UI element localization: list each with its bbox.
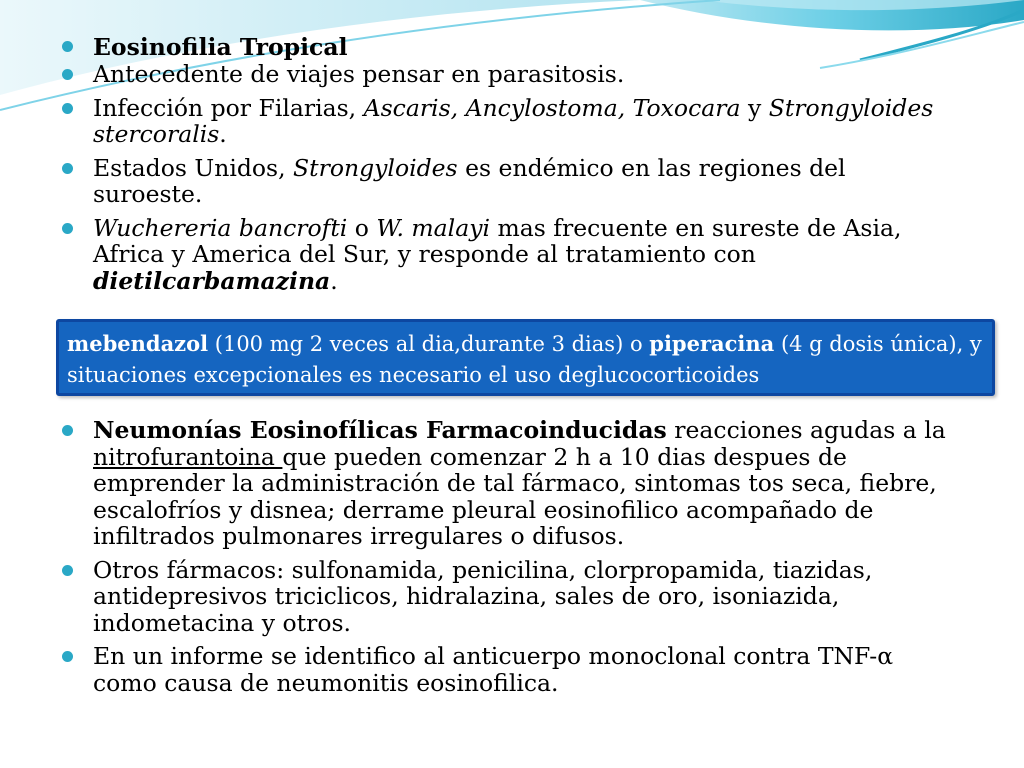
- text-run: Strongyloides stercoralis: [93, 93, 934, 148]
- text-run: Wuchereria bancrofti: [93, 213, 348, 242]
- text-run: Infección por Filarias,: [93, 93, 364, 122]
- bullet-dot-icon: [62, 223, 73, 234]
- text-run: En un informe se identifico al anticuerpo monoclonal contra TNF-α como causa de neumonitis eosinofilica.: [93, 642, 894, 697]
- bullet-item: [62, 95, 962, 148]
- bullet-dot-icon: [62, 163, 73, 174]
- bullet-dot-icon: [62, 425, 73, 436]
- text-run: Neumonías Eosinofílicas Farmacoinducidas: [93, 416, 667, 444]
- bullet-dot-icon: [62, 69, 73, 80]
- text-run: es endémico en las regiones del suroeste.: [93, 153, 846, 208]
- text-run: Ascaris, Ancylostoma, Toxocara: [363, 93, 741, 122]
- bullet-item: [62, 643, 962, 696]
- bullet-item: [62, 155, 962, 208]
- text-run: o: [347, 213, 377, 242]
- bullet-dot-icon: [62, 651, 73, 662]
- text-run: Otros fármacos: sulfonamida, penicilina, clorpropamida, tiazidas, antidepresivos triciclicos, hidralazina, sales de oro, isoniazida, indometacina y otros.: [93, 555, 873, 637]
- bullet-item: [62, 215, 962, 295]
- top-bullet-section: [62, 33, 962, 301]
- bullet-item: [62, 61, 962, 88]
- text-run: Estados Unidos,: [93, 153, 294, 182]
- bullet-dot-icon: [62, 41, 73, 52]
- text-run: piperacina: [649, 331, 775, 356]
- bullet-item: [62, 557, 962, 637]
- text-run: .: [330, 266, 338, 295]
- bullet-list-bottom: [62, 417, 962, 696]
- text-run: y: [740, 93, 769, 122]
- bullet-list-top: [62, 33, 962, 294]
- bullet-dot-icon: [62, 565, 73, 576]
- text-run: Eosinofilia Tropical: [93, 33, 348, 61]
- bullet-dot-icon: [62, 103, 73, 114]
- text-run: W. malayi: [376, 213, 491, 242]
- text-run: (100 mg 2 veces al dia,durante 3 dias) o: [208, 332, 650, 356]
- text-run: .: [219, 120, 227, 148]
- text-run: que pueden comenzar 2 h a 10 dias despues de emprender la administración de tal fármaco, sintomas tos seca, fiebre, escalofríos y disnea; derrame pleural eosinofilico acompañado de infiltrados pulmonares irregulares o difusos.: [93, 442, 937, 550]
- text-run: Antecedente de viajes pensar en parasitosis.: [93, 60, 625, 88]
- text-run: dietilcarbamazina: [93, 266, 331, 295]
- bullet-item: [62, 417, 962, 550]
- text-run: Strongyloides: [293, 153, 458, 182]
- text-run: nitrofurantoina: [93, 442, 283, 471]
- text-run: reacciones agudas a la: [666, 416, 946, 444]
- text-run: (4 g dosis única), y situaciones excepcionales es necesario el uso deglucocorticoides: [67, 332, 982, 387]
- text-run: mas frecuente en sureste de Asia, Africa y America del Sur, y responde al tratamiento con: [93, 213, 902, 268]
- text-run: mebendazol: [67, 331, 209, 356]
- treatment-callout-box: [56, 319, 995, 396]
- bullet-item: [62, 33, 962, 61]
- bottom-bullet-section: [62, 417, 962, 703]
